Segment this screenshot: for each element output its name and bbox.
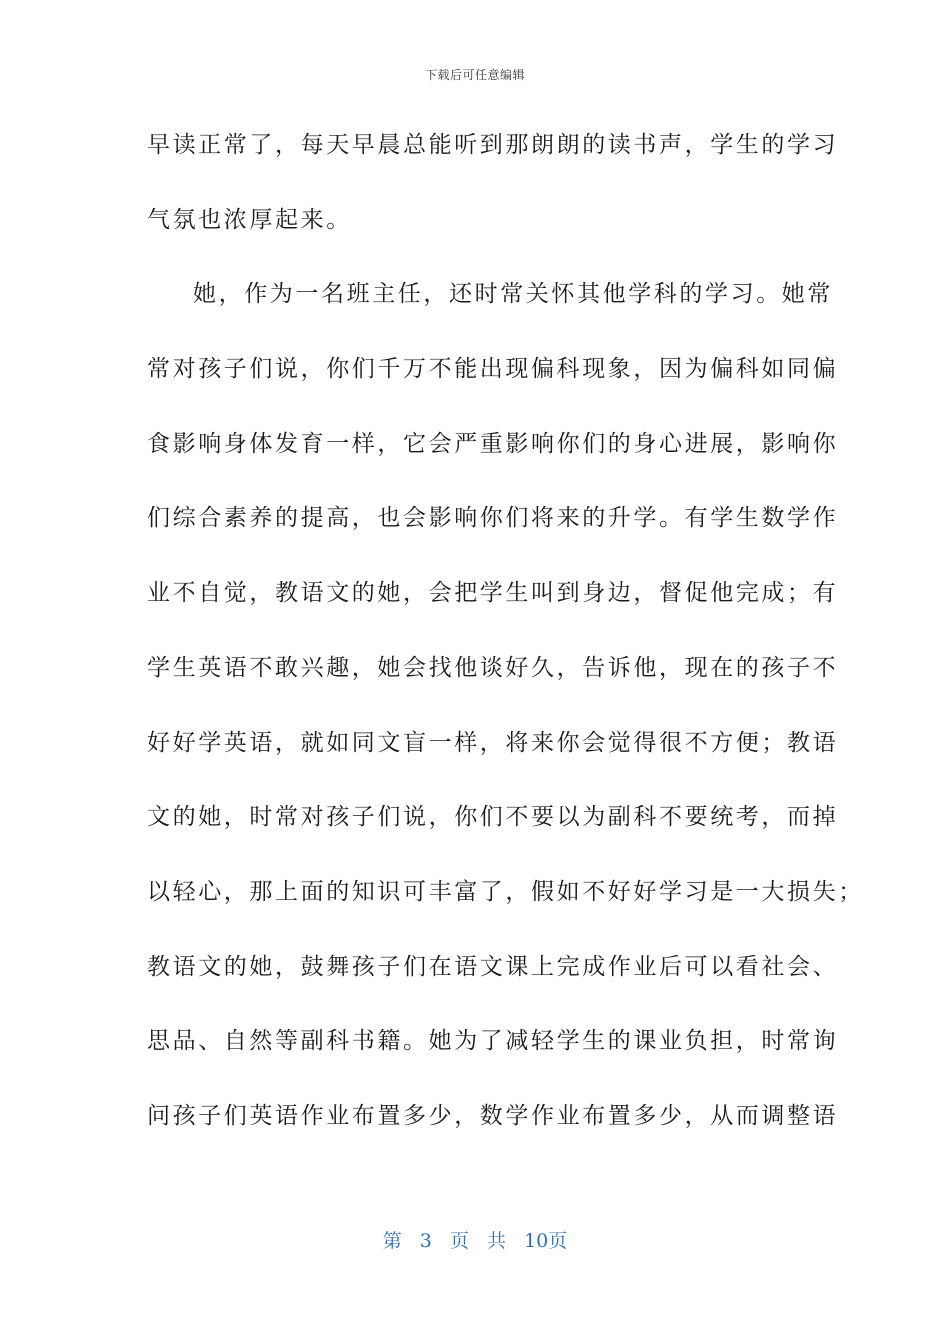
text-line: 常对孩子们说，你们千万不能出现偏科现象，因为偏科如同偏 xyxy=(147,356,839,383)
text-line: 思品、自然等副科书籍。她为了减轻学生的课业负担，时常询 xyxy=(147,1028,839,1055)
text-line: 食影响身体发育一样，它会严重影响你们的身心进展，影响你 xyxy=(147,430,839,457)
page-footer xyxy=(0,1226,950,1253)
text-line: 早读正常了，每天早晨总能听到那朗朗的读书声，学生的学习 xyxy=(147,132,839,158)
text-line: 以轻心，那上面的知识可丰富了，假如不好好学习是一大损失； xyxy=(147,878,864,905)
text-line: 教语文的她，鼓舞孩子们在语文课上完成作业后可以看社会、 xyxy=(147,953,839,980)
footer-label-ye: 页 xyxy=(449,1230,469,1252)
text-line: 业不自觉，教语文的她，会把学生叫到身边，督促他完成；有 xyxy=(147,580,839,607)
text-line: 问孩子们英语作业布置多少，数学作业布置多少，从而调整语 xyxy=(147,1102,839,1129)
current-page-number: 3 xyxy=(419,1230,432,1252)
total-pages: 10页 xyxy=(524,1230,568,1252)
page-header: 下载后可任意编辑 xyxy=(424,68,525,82)
text-line: 学生英语不敢兴趣，她会找他谈好久，告诉他，现在的孩子不 xyxy=(147,654,839,681)
text-line: 们综合素养的提高，也会影响你们将来的升学。有学生数学作 xyxy=(147,505,839,532)
text-line: 好好学英语，就如同文盲一样，将来你会觉得很不方便；教语 xyxy=(147,729,839,756)
text-line: 气氛也浓厚起来。 xyxy=(147,206,352,233)
document-body xyxy=(147,118,864,1164)
footer-label-di: 第 xyxy=(382,1230,402,1252)
text-line: 文的她，时常对孩子们说，你们不要以为副科不要统考，而掉 xyxy=(147,804,839,831)
footer-label-gong: 共 xyxy=(487,1230,507,1252)
paragraph-start-line: 她，作为一名班主任，还时常关怀其他学科的学习。她常 xyxy=(193,281,833,308)
